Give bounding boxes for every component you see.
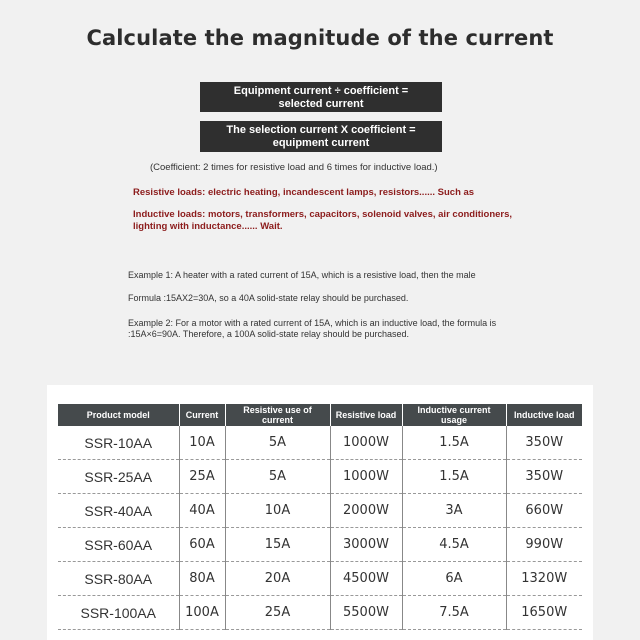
cell-resistive-load: 5500W: [330, 596, 402, 630]
cell-model: SSR-40AA: [58, 494, 179, 528]
cell-inductive-load: 990W: [506, 528, 582, 562]
header-product-model: Product model: [58, 404, 179, 426]
table-row: [58, 562, 582, 596]
page-title: Calculate the magnitude of the current: [86, 26, 554, 50]
cell-resistive-load: 3000W: [330, 528, 402, 562]
cell-current: 40A: [179, 494, 225, 528]
header-current: Current: [179, 404, 225, 426]
formula-line: equipment current: [272, 137, 370, 149]
formula-1-text: Formula :15AX2=30A, so a 40A solid-state relay should be purchased.: [128, 293, 409, 303]
header-inductive-current: Inductive current usage: [402, 404, 506, 426]
cell-current: 100A: [179, 596, 225, 630]
cell-resistive-current: 15A: [225, 528, 330, 562]
table-row: [58, 426, 582, 460]
cell-inductive-current: 1.5A: [402, 460, 506, 494]
cell-resistive-current: 5A: [225, 460, 330, 494]
table-row: [58, 528, 582, 562]
cell-resistive-current: 25A: [225, 596, 330, 630]
resistive-loads-text: Resistive loads: electric heating, incandescent lamps, resistors...... Such as: [133, 187, 475, 198]
header-resistive-current: Resistive use of current: [225, 404, 330, 426]
cell-current: 25A: [179, 460, 225, 494]
cell-resistive-load: 2000W: [330, 494, 402, 528]
cell-resistive-load: 1000W: [330, 426, 402, 460]
product-table-card: [47, 385, 593, 640]
cell-model: SSR-80AA: [58, 562, 179, 596]
coefficient-note: (Coefficient: 2 times for resistive load and 6 times for inductive load.): [150, 162, 438, 173]
formula-line: The selection current X coefficient =: [226, 124, 416, 136]
table-header-row: [58, 404, 582, 426]
formula-box-selected-current: [200, 82, 442, 112]
cell-inductive-load: 350W: [506, 426, 582, 460]
cell-inductive-current: 6A: [402, 562, 506, 596]
cell-current: 10A: [179, 426, 225, 460]
inductive-loads-text: Inductive loads: motors, transformers, capacitors, solenoid valves, air conditioners, lighting with inductance...... Wait.: [133, 209, 513, 232]
cell-inductive-current: 3A: [402, 494, 506, 528]
example-1-text: Example 1: A heater with a rated current of 15A, which is a resistive load, then the male: [128, 270, 476, 280]
cell-current: 60A: [179, 528, 225, 562]
cell-inductive-current: 1.5A: [402, 426, 506, 460]
cell-model: SSR-60AA: [58, 528, 179, 562]
product-table: [58, 404, 582, 630]
cell-inductive-load: 350W: [506, 460, 582, 494]
cell-model: SSR-10AA: [58, 426, 179, 460]
cell-resistive-current: 20A: [225, 562, 330, 596]
cell-inductive-load: 1320W: [506, 562, 582, 596]
cell-inductive-load: 660W: [506, 494, 582, 528]
header-resistive-load: Resistive load: [330, 404, 402, 426]
cell-inductive-current: 4.5A: [402, 528, 506, 562]
cell-resistive-current: 10A: [225, 494, 330, 528]
table-row: [58, 596, 582, 630]
cell-model: SSR-25AA: [58, 460, 179, 494]
cell-resistive-current: 5A: [225, 426, 330, 460]
cell-inductive-load: 1650W: [506, 596, 582, 630]
table-row: [58, 460, 582, 494]
example-2-text: Example 2: For a motor with a rated current of 15A, which is an inductive load, the formula is :15A×6=90A. Therefore, a 100A solid-state relay should be purchased.: [128, 318, 497, 339]
cell-inductive-current: 7.5A: [402, 596, 506, 630]
formula-box-equipment-current: [200, 121, 442, 152]
cell-resistive-load: 1000W: [330, 460, 402, 494]
cell-resistive-load: 4500W: [330, 562, 402, 596]
header-inductive-load: Inductive load: [506, 404, 582, 426]
cell-current: 80A: [179, 562, 225, 596]
table-row: [58, 494, 582, 528]
cell-model: SSR-100AA: [58, 596, 179, 630]
formula-line: Equipment current ÷ coefficient =: [233, 85, 409, 97]
formula-line: selected current: [278, 98, 364, 110]
